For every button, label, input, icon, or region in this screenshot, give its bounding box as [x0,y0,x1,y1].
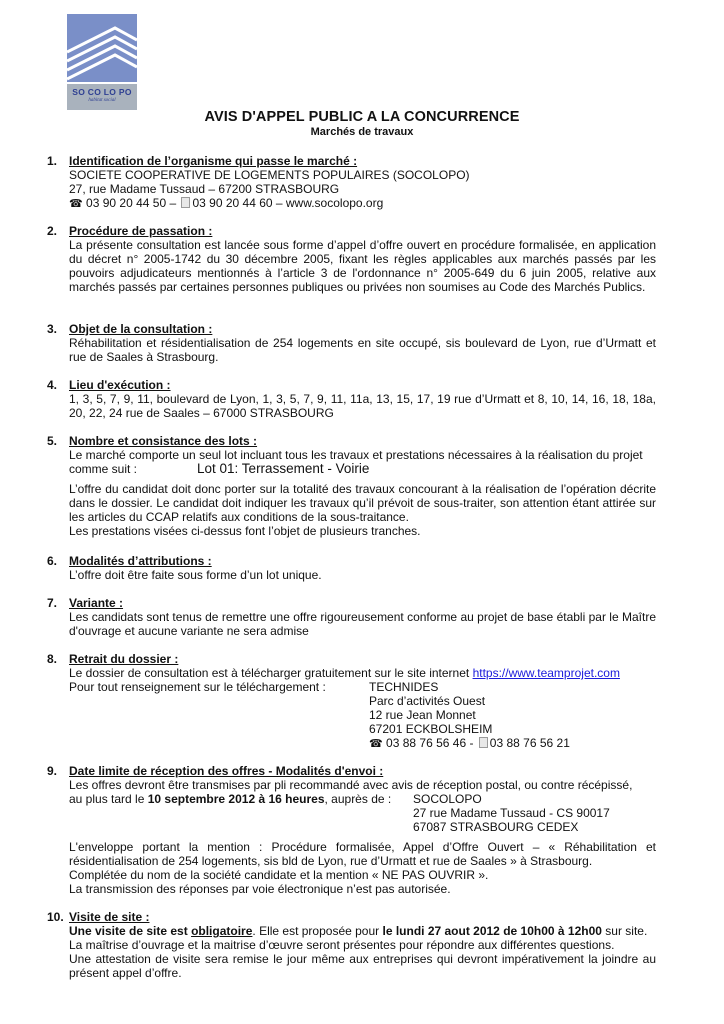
page-title: AVIS D'APPEL PUBLIC A LA CONCURRENCE [204,109,520,125]
section-text: Une attestation de visite sera remise le jour même aux entreprises qui devront impérativement la joindre au présent appel d’offre. [69,952,656,980]
organisation-name: SOCIETE COOPERATIVE DE LOGEMENTS POPULAIRES (SOCOLOPO) [69,168,470,182]
section-text: Les prestations visées ci-dessus font l’objet de plusieurs tranches. [69,524,421,538]
section-retrait [47,652,656,751]
section-number: 5. [47,434,58,448]
section-heading: Objet de la consultation : [69,322,213,336]
phone-number: 03 88 76 56 46 [386,736,467,750]
teamprojet-link[interactable]: https://www.teamprojet.com [472,666,620,680]
section-visite [47,910,656,980]
section-text: Le dossier de consultation est à télécharger gratuitement sur le site internet [69,666,473,680]
recipient-address: 27 rue Madame Tussaud - CS 90017 [413,806,610,820]
section-identification [47,154,656,211]
contact-address: Parc d’activités Ouest [369,694,486,708]
contact-name: TECHNIDES [369,680,439,694]
section-attributions [47,554,656,582]
section-text: La présente consultation est lancée sous forme d’appel d’offre ouvert en procédure formalisée, en application du décret n° 2005-1742 du 30 décembre 2005, fixant les règles applicables aux marchés passés par les pouvoirs adjudicateurs mentionnés à l’article 3 de l'ordonnance n° 2005-649 du 6 juin 2005, relative aux marchés passés par certaines personnes publiques ou privées non soumises au Code des Marchés Publics. [69,238,656,294]
section-text: Les candidats sont tenus de remettre une offre rigoureusement conforme au projet de base établi par le Maître d'ouvrage et aucune variante ne sera admise [69,610,656,638]
organisation-address: 27, rue Madame Tussaud – 67200 STRASBOURG [69,182,340,196]
phone-number: 03 90 20 44 50 [86,196,167,210]
lot-name: Lot 01: Terrassement - Voirie [197,461,370,476]
fax-number: 03 88 76 56 21 [489,736,570,750]
contact-label: Pour tout renseignement sur le téléchargement : [69,680,326,694]
section-text: Complétée du nom de la société candidate et la mention « NE PAS OUVRIR ». [69,868,489,882]
section-number: 8. [47,652,58,666]
section-text: L’offre du candidat doit donc porter sur la totalité des travaux concourant à la réalisation de l’opération décrite dans le dossier. Le candidat doit indiquer les travaux qu’il prévoit de sous-traiter, son attention étant attirée sur les articles du CCAP relatifs aux conditions de la sous-traitance. [69,482,656,524]
section-number: 3. [47,322,58,336]
section-text: Le marché comporte un seul lot incluant tous les travaux et prestations nécessaires à la réalisation du projet [69,448,643,462]
section-text: L’offre doit être faite sous forme d’un lot unique. [69,568,322,582]
page-subtitle: Marchés de travaux [310,126,414,138]
section-number: 1. [47,154,58,168]
section-lots [47,434,656,538]
section-text: 1, 3, 5, 7, 9, 11, boulevard de Lyon, 1, 3, 5, 7, 9, 11, 11a, 13, 15, 17, 19 rue d’Urmatt et 8, 10, 14, 16, 18, 18a, 20, 22, 24 rue de Saales – 67000 STRASBOURG [69,392,656,420]
section-number: 7. [47,596,58,610]
section-number: 9. [47,764,58,778]
section-text: Les offres devront être transmises par pli recommandé avec avis de réception postal, ou contre récépissé, [69,778,633,792]
contact-city: 67201 ECKBOLSHEIM [369,722,493,736]
section-heading: Identification de l’organisme qui passe le marché : [69,154,358,168]
fax-icon [479,737,488,748]
section-heading: Modalités d’attributions : [69,554,212,568]
logo-name: SO CO LO PO [72,87,132,97]
logo-band [67,84,137,110]
section-number: 6. [47,554,58,568]
phone-icon: ☎ [69,198,83,210]
section-objet [47,322,656,364]
section-heading: Date limite de réception des offres - Modalités d'envoi : [69,764,384,778]
section-number: 4. [47,378,58,392]
section-number: 10. [47,910,64,924]
section-lieu [47,378,656,420]
comme-suit-label: comme suit : [69,462,138,476]
section-text: La transmission des réponses par voie électronique n’est pas autorisée. [69,882,451,896]
socolopo-logo [67,14,137,110]
visit-mandatory: obligatoire [191,924,253,938]
fax-icon [181,197,190,208]
deadline: 10 septembre 2012 à 16 heures [147,792,325,806]
section-text: L'enveloppe portant la mention : Procédure formalisée, Appel d’Offre Ouvert – « Réhabilitation et résidentialisation de 254 logements, sis bld de Lyon, rue d’Urmatt et rue de Saales » à Strasbourg. [69,840,656,868]
section-date-limite [47,764,656,896]
visit-date: le lundi 27 aout 2012 de 10h00 à 12h00 [382,924,602,938]
section-procedure [47,224,656,294]
building-stripes-icon [67,14,137,82]
logo-tagline: habitat social [88,98,116,103]
contact-address: 12 rue Jean Monnet [369,708,476,722]
section-heading: Lieu d'exécution : [69,378,171,392]
visit-text: . Elle est proposée pour [252,924,383,938]
section-number: 2. [47,224,58,238]
visit-text: sur site. [601,924,648,938]
recipient-city: 67087 STRASBOURG CEDEX [413,820,579,834]
contact-line: ☎ 03 90 20 44 50 – 03 90 20 44 60 – www.socolopo.org [69,196,384,210]
section-heading: Variante : [69,596,124,610]
section-heading: Nombre et consistance des lots : [69,434,258,448]
fax-number: 03 90 20 44 60 [192,196,273,210]
section-variante [47,596,656,638]
section-text: La maîtrise d’ouvrage et la maitrise d’œuvre seront présentes pour répondre aux différentes questions. [69,938,615,952]
section-heading: Procédure de passation : [69,224,213,238]
section-text: Réhabilitation et résidentialisation de 254 logements en site occupé, sis boulevard de Lyon, rue d’Urmatt et rue de Saales à Strasbourg. [69,336,656,364]
logo-building-graphic [67,14,137,82]
recipient-name: SOCOLOPO [413,792,482,806]
contact-phone-line: ☎ 03 88 76 56 46 - 03 88 76 56 21 [369,736,570,750]
section-heading: Retrait du dossier : [69,652,179,666]
website: www.socolopo.org [285,196,384,210]
section-heading: Visite de site : [69,910,150,924]
section-text: , auprès de : [324,792,392,806]
section-text: au plus tard le [69,792,148,806]
visit-text: Une visite de site est [69,924,192,938]
phone-icon: ☎ [369,738,383,750]
